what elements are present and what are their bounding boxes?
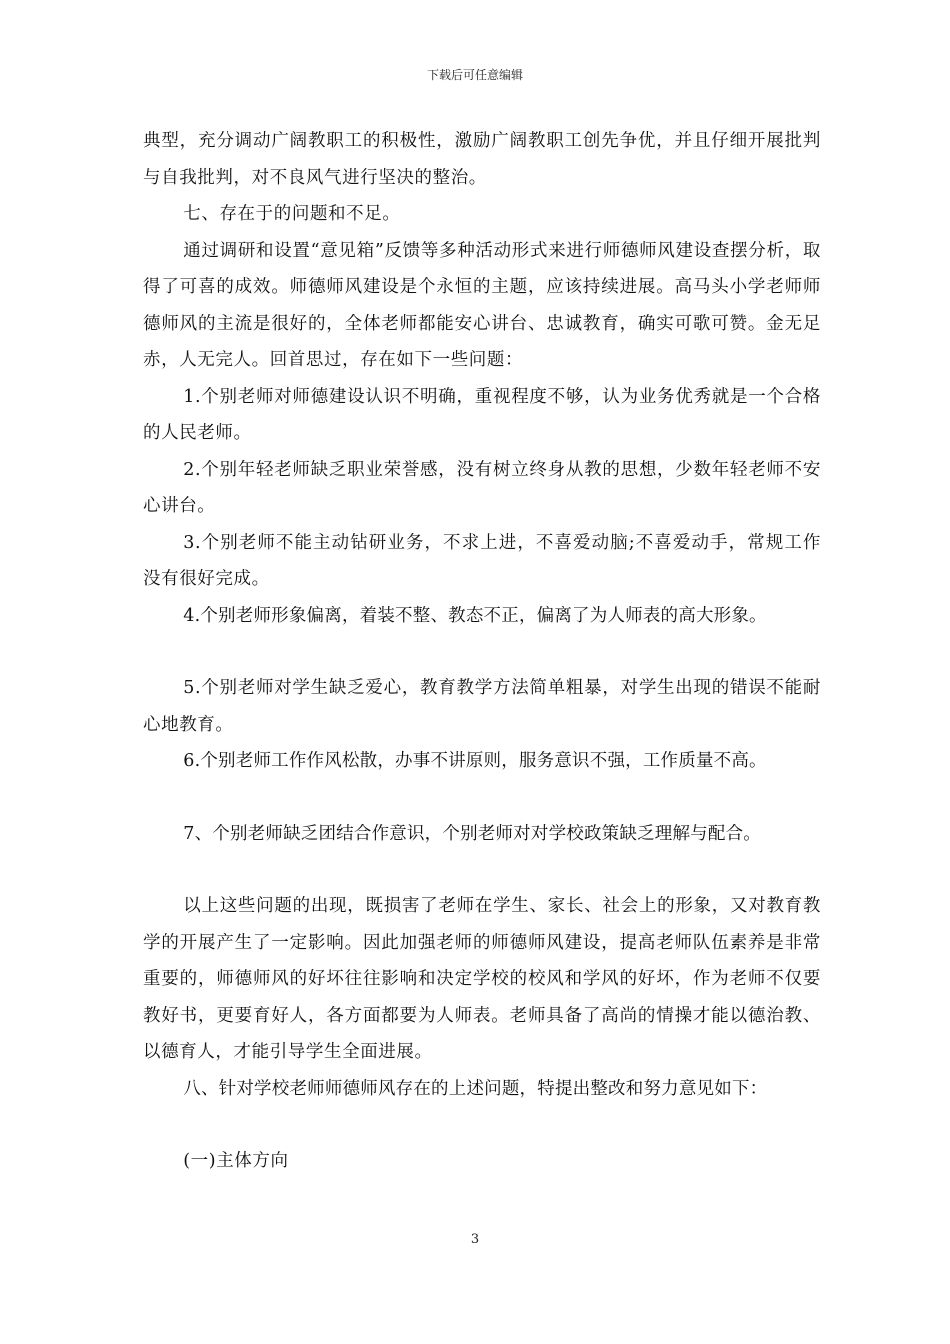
list-item: 4.个别老师形象偏离，着装不整、教态不正，偏离了为人师表的高大形象。 — [183, 605, 767, 626]
paragraph: 通过调研和设置“意见箱”反馈等多种活动形式来进行师德师风建设查摆分析，取得了可喜的成效。师德师风建设是个永恒的主题，应该持续进展。高马头小学老师师德师风的主流是很好的，全体老师都能安心讲台、忠诚教育，确实可歌可赞。金无足赤，人无完人。回首思过，存在如下一些问题： — [143, 240, 821, 370]
list-item: 2.个别年轻老师缺乏职业荣誉感，没有树立终身从教的思想，少数年轻老师不安心讲台。 — [143, 459, 821, 516]
subsection-heading: (一)主体方向 — [183, 1151, 289, 1171]
list-item: 5.个别老师对学生缺乏爱心，教育教学方法简单粗暴，对学生出现的错误不能耐心地教育。 — [143, 678, 821, 735]
list-item: 7、个别老师缺乏团结合作意识，个别老师对对学校政策缺乏理解与配合。 — [183, 823, 761, 844]
paragraph: 以上这些问题的出现，既损害了老师在学生、家长、社会上的形象，又对教育教学的开展产生了一定影响。因此加强老师的师德师风建设，提高老师队伍素养是非常重要的，师德师风的好坏往往影响和决定学校的校风和学风的好坏，作为老师不仅要教好书，更要育好人，各方面都要为人师表。老师具备了高尚的情操才能以德治教、以德育人，才能引导学生全面进展。 — [143, 896, 821, 1062]
list-item: 3.个别老师不能主动钻研业务，不求上进，不喜爱动脑;不喜爱动手，常规工作没有很好完成。 — [143, 532, 821, 589]
paragraph: 典型，充分调动广阔教职工的积极性，激励广阔教职工创先争优，并且仔细开展批判与自我批判，对不良风气进行坚决的整治。 — [143, 131, 821, 188]
list-item: 1.个别老师对师德建设认识不明确，重视程度不够，认为业务优秀就是一个合格的人民老师。 — [143, 386, 821, 443]
document-body — [143, 123, 821, 1180]
page-number: 3 — [470, 1232, 480, 1247]
list-item: 6.个别老师工作作风松散，办事不讲原则，服务意识不强，工作质量不高。 — [183, 751, 767, 771]
page-header: 下载后可任意编辑 — [426, 68, 523, 82]
section-heading: 七、存在于的问题和不足。 — [183, 204, 401, 224]
section-heading: 八、针对学校老师师德师风存在的上述问题，特提出整改和努力意见如下： — [183, 1078, 768, 1099]
